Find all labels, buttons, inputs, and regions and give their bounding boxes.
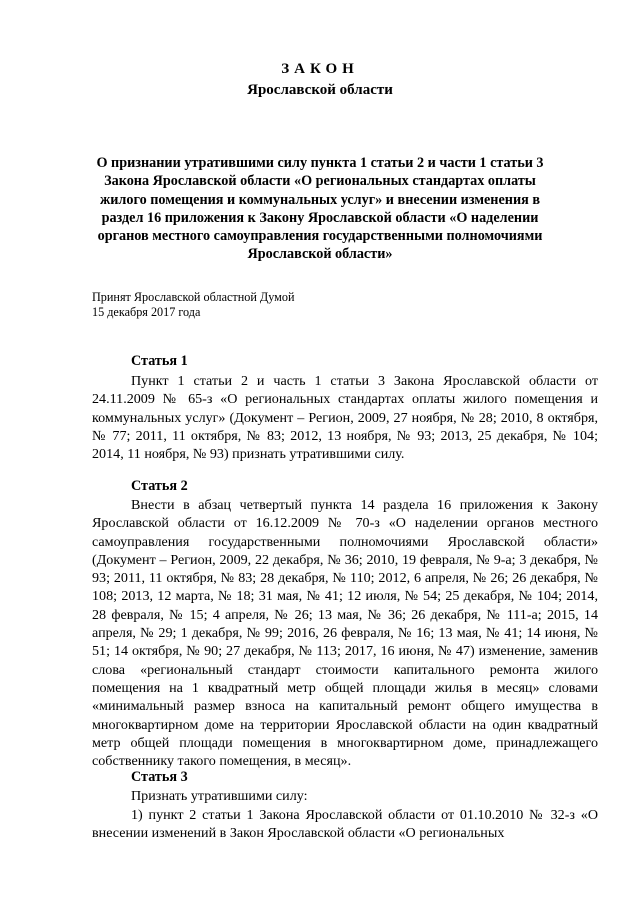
article-1-title: Статья 1 <box>131 353 188 369</box>
article-3-item-1: 1) пункт 2 статьи 1 Закона Ярославской области от 01.10.2010 № 32-з «О внесении изменений в Закон Ярославской области «О региональных <box>92 807 598 842</box>
adoption-line-date: 15 декабря 2017 года <box>92 305 201 319</box>
article-2-title: Статья 2 <box>131 478 188 494</box>
article-2-text: Внести в абзац четвертый пункта 14 раздела 16 приложения к Закону Ярославской области от 16.12.2009 № 70-з «О наделении органов местного самоуправления государственными полномочиями Ярославской области» (Документ – Регион, 2009, 22 декабря, № 36; 2010, 19 февраля, № 9-а; 3 декабря, № 93; 2011, 11 октября, № 83; 28 декабря, № 110; 2012, 6 апреля, № 26; 26 декабря, № 108; 2013, 12 марта, № 18; 31 мая, № 41; 12 июля, № 54; 25 декабря, № 104; 2014, 28 февраля, № 15; 4 апреля, № 26; 13 мая, № 36; 26 декабря, № 111-а; 2015, 14 апреля, № 29; 1 декабря, № 99; 2016, 26 февраля, № 16; 13 мая, № 41; 14 июня, № 51; 14 октября, № 90; 27 декабря, № 113; 2017, 16 июня, № 47) изменение, заменив слова «региональный стандарт стоимости капитального ремонта жилого помещения на 1 квадратный метр общей площади жилья в месяц» словами «минимальный размер взноса на капитальный ремонт общего имущества в многоквартирном доме на территории Ярославской области на один квадратный метр общей площади помещения в многоквартирном доме, принадлежащего собственнику такого помещения, в месяц». <box>92 497 598 770</box>
article-3-title: Статья 3 <box>131 769 188 785</box>
article-3-intro: Признать утратившими силу: <box>131 788 308 804</box>
adoption-info <box>92 290 294 320</box>
law-title: ЗАКОН <box>281 61 359 77</box>
law-region: Ярославской области <box>247 82 393 98</box>
adoption-line-body: Принят Ярославской областной Думой <box>92 290 295 304</box>
law-heading: О признании утратившими силу пункта 1 статьи 2 и части 1 статьи 3 Закона Ярославской области «О региональных стандартах оплаты жилого помещения и коммунальных услуг» и внесении изменения в раздел 16 приложения к Закону Ярославской области «О наделении органов местного самоуправления государственными полномочиями Ярославской области» <box>96 155 544 263</box>
article-1-text: Пункт 1 статьи 2 и часть 1 статьи 3 Закона Ярославской области от 24.11.2009 № 65-з «О региональных стандартах оплаты жилого помещения и коммунальных услуг» (Документ – Регион, 2009, 27 ноября, № 28; 2010, 8 октября, № 77; 2011, 11 октября, № 83; 2012, 13 ноября, № 93; 2013, 25 декабря, № 104; 2014, 11 ноября, № 93) признать утратившими силу. <box>92 373 598 463</box>
